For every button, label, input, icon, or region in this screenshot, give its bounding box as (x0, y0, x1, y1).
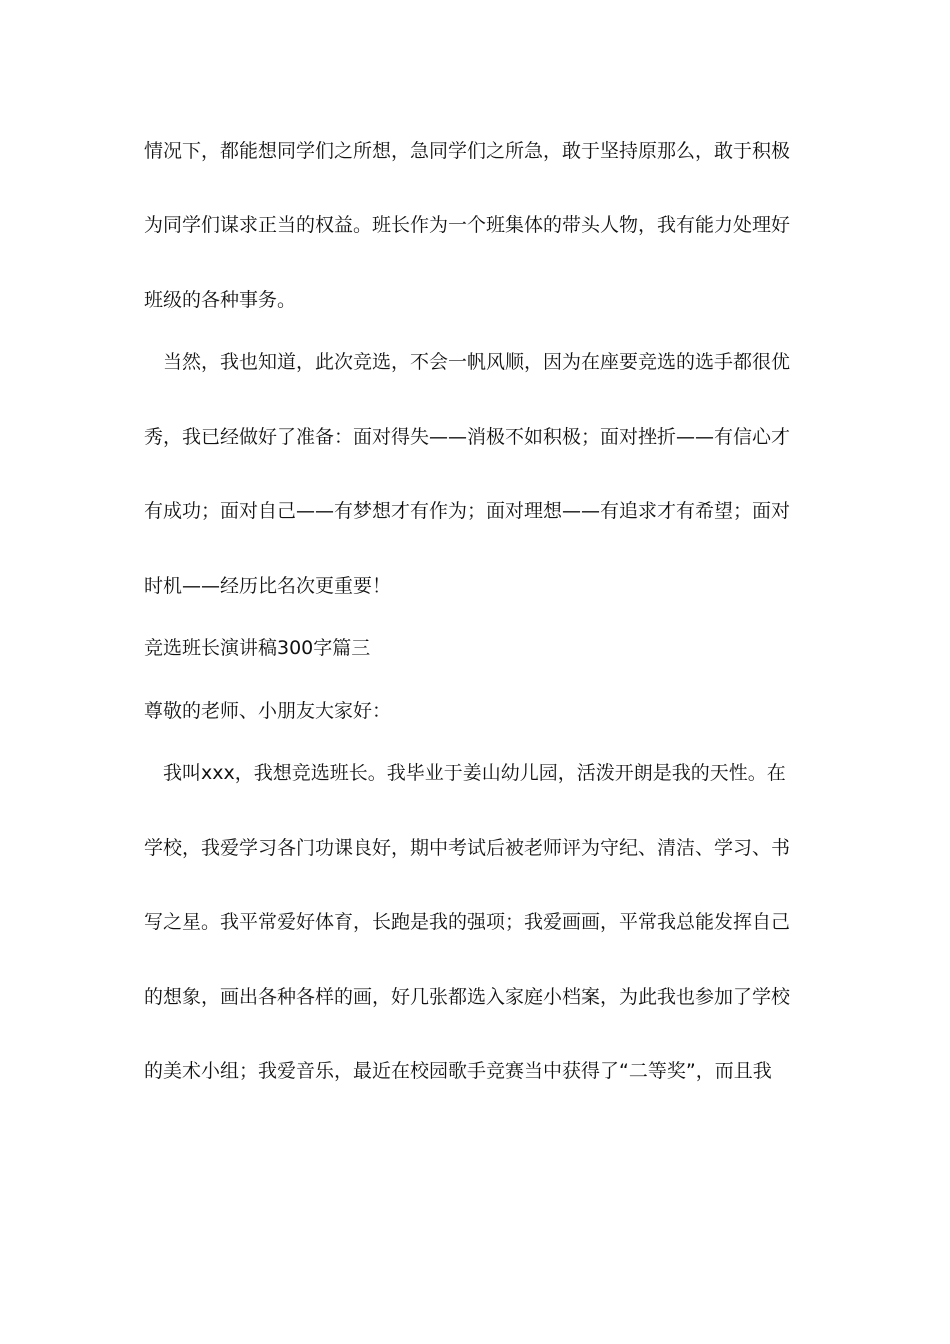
paragraph-2-line-1: 当然，我也知道，此次竞选，不会一帆风顺，因为在座要竞选的选手都很优 (144, 351, 791, 373)
paragraph-1-line-3: 班级的各种事务。 (144, 289, 297, 311)
paragraph-2-line-3: 有成功；面对自己——有梦想才有作为；面对理想——有追求才有希望；面对 (144, 500, 791, 522)
paragraph-3-line-5: 的美术小组；我爱音乐，最近在校园歌手竞赛当中获得了“二等奖”，而且我 (144, 1060, 772, 1082)
paragraph-1-line-2: 为同学们谋求正当的权益。班长作为一个班集体的带头人物，我有能力处理好 (144, 214, 791, 236)
paragraph-3-line-1: 我叫xxx，我想竞选班长。我毕业于姜山幼儿园，活泼开朗是我的天性。在 (144, 762, 786, 784)
paragraph-3-line-2: 学校，我爱学习各门功课良好，期中考试后被老师评为守纪、清洁、学习、书 (144, 837, 791, 859)
paragraph-2-line-4: 时机——经历比名次更重要！ (144, 575, 392, 597)
greeting-line: 尊敬的老师、小朋友大家好： (144, 700, 392, 722)
paragraph-2-line-2: 秀，我已经做好了准备：面对得失——消极不如积极；面对挫折——有信心才 (144, 426, 791, 448)
paragraph-3-line-4: 的想象，画出各种各样的画，好几张都选入家庭小档案，为此我也参加了学校 (144, 986, 791, 1008)
section-heading: 竞选班长演讲稿300字篇三 (144, 637, 371, 659)
paragraph-1-line-1: 情况下，都能想同学们之所想，急同学们之所急，敢于坚持原那么，敢于积极 (144, 140, 791, 162)
paragraph-3-line-3: 写之星。我平常爱好体育，长跑是我的强项；我爱画画，平常我总能发挥自己 (144, 911, 791, 933)
